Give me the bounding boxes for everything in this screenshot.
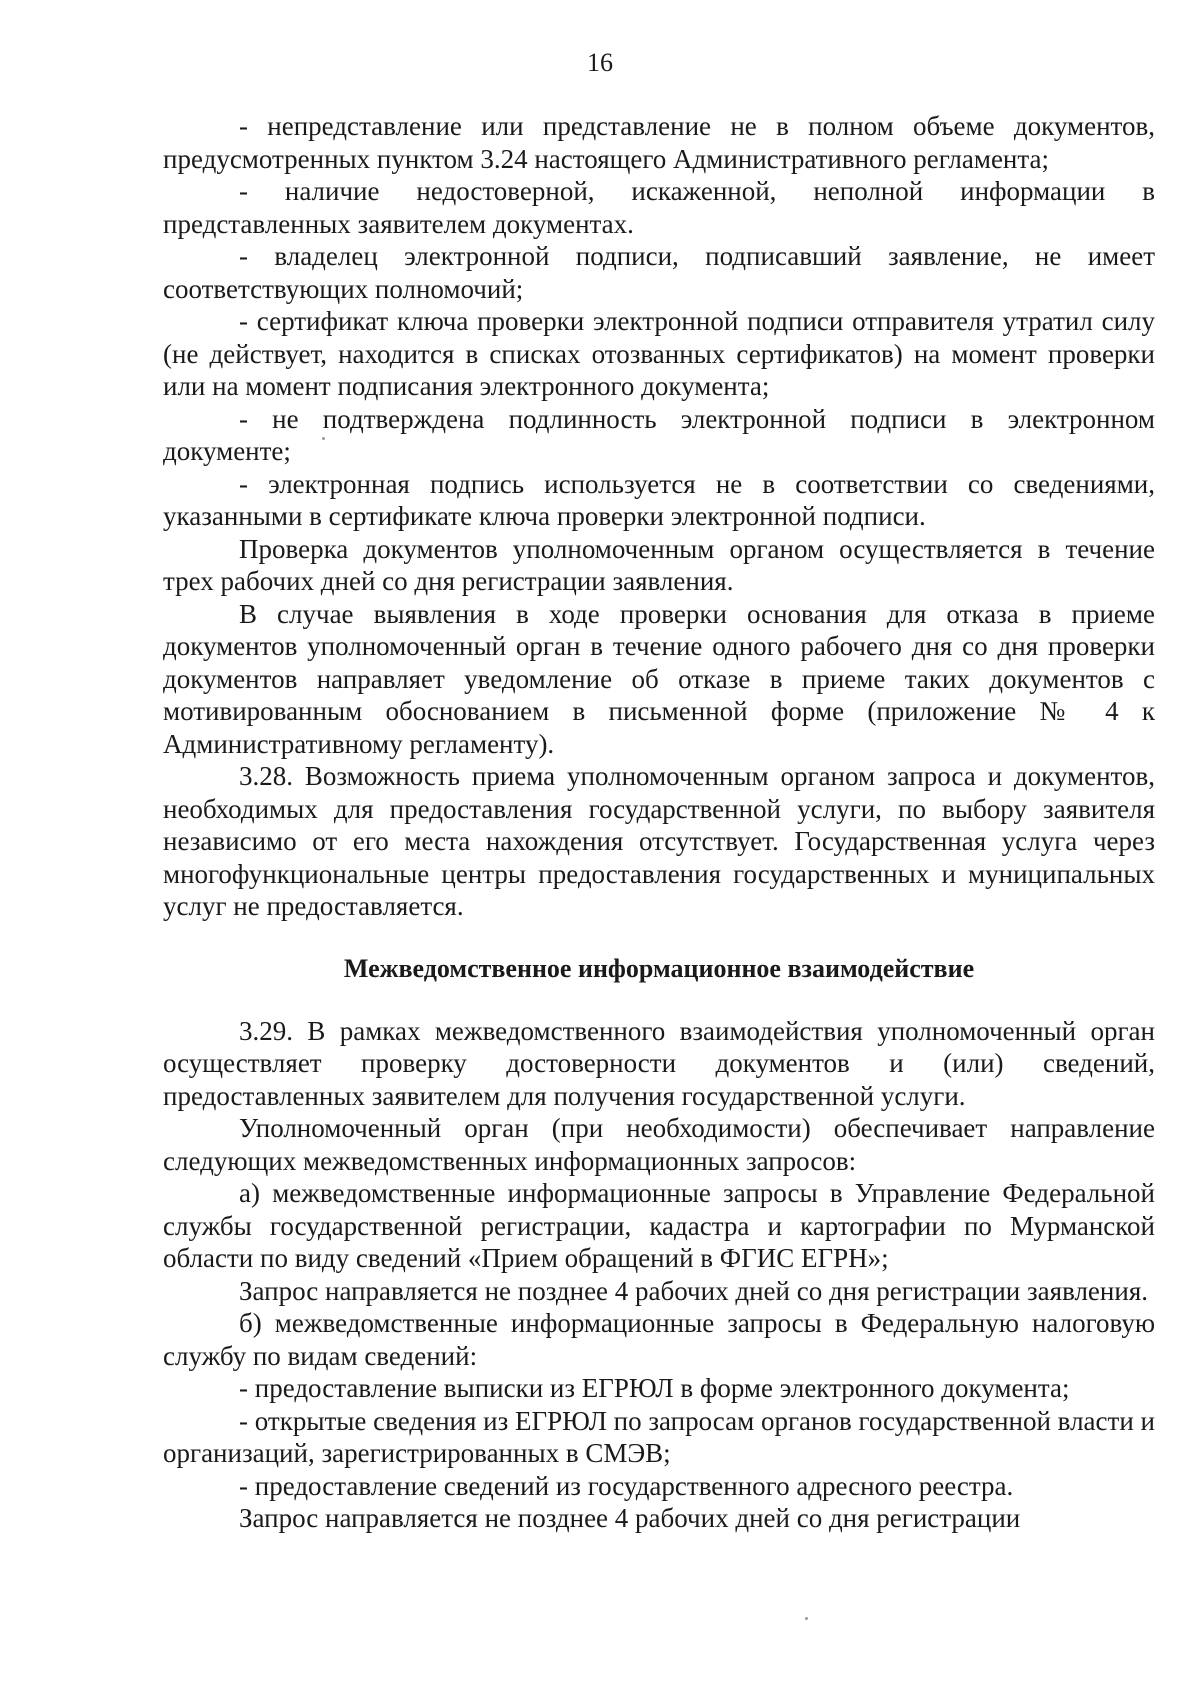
paragraph-clause-3-29: 3.29. В рамках межведомственного взаимодействия уполномоченный орган осуществляет проверку достоверности документов и (или) сведений, предоставленных заявителем для получения государственной услуги. xyxy=(163,1015,1155,1111)
paragraph-refusal-ground-6: - электронная подпись используется не в соответствии со сведениями, указанными в сертификате ключа проверки электронной подписи. xyxy=(163,468,1155,531)
paragraph-request-a-deadline: Запрос направляется не позднее 4 рабочих дней со дня регистрации заявления. xyxy=(239,1275,1148,1306)
paragraph-refusal-ground-1: - непредставление или представление не в полном объеме документов, предусмотренных пунктом 3.24 настоящего Административного регламента; xyxy=(163,111,1155,174)
scan-speck xyxy=(322,437,325,440)
paragraph-request-a: а) межведомственные информационные запросы в Управление Федеральной службы государственной регистрации, кадастра и картографии по Мурманской области по виду сведений «Прием обращений в ФГИС ЕГРН»; xyxy=(163,1178,1155,1273)
section-heading: Межведомственное информационное взаимодействие xyxy=(343,953,975,983)
paragraph-clause-3-28: 3.28. Возможность приема уполномоченным органом запроса и документов, необходимых для предоставления государственной услуги, по выбору заявителя независимо от его места нахождения отсутствует. Государственная услуга через многофункциональные центры предоставления государственных и муниципальных услуг не предоставляется. xyxy=(163,761,1155,921)
paragraph-verification-period: Проверка документов уполномоченным органом осуществляется в течение трех рабочих дней со дня регистрации заявления. xyxy=(163,533,1155,596)
paragraph-requests-intro: Уполномоченный орган (при необходимости) обеспечивает направление следующих межведомственных информационных запросов: xyxy=(163,1113,1155,1176)
list-item-egrul-open-data: - открытые сведения из ЕГРЮЛ по запросам органов государственной власти и организаций, зарегистрированных в СМЭВ; xyxy=(163,1405,1155,1468)
paragraph-refusal-ground-2: - наличие недостоверной, искаженной, неполной информации в представленных заявителем документах. xyxy=(163,176,1155,239)
paragraph-refusal-ground-3: - владелец электронной подписи, подписавший заявление, не имеет соответствующих полномочий; xyxy=(163,241,1155,304)
list-item-address-registry: - предоставление сведений из государственного адресного реестра. xyxy=(239,1470,1014,1501)
paragraph-refusal-ground-5: - не подтверждена подлинность электронной подписи в электронном документе; xyxy=(163,403,1155,466)
document-body xyxy=(163,110,1155,1535)
scan-speck xyxy=(805,1617,808,1620)
page-number: 16 xyxy=(587,48,613,77)
paragraph-refusal-ground-4: - сертификат ключа проверки электронной подписи отправителя утратил силу (не действует, находится в списках отозванных сертификатов) на момент проверки или на момент подписания электронного документа; xyxy=(163,306,1155,401)
list-item-egrul-extract: - предоставление выписки из ЕГРЮЛ в форме электронного документа; xyxy=(239,1373,1070,1403)
paragraph-request-b: б) межведомственные информационные запросы в Федеральную налоговую службу по видам сведений: xyxy=(163,1308,1155,1371)
paragraph-refusal-notice: В случае выявления в ходе проверки основания для отказа в приеме документов уполномоченный орган в течение одного рабочего дня со дня проверки документов направляет уведомление об отказе в приеме таких документов с мотивированным обоснованием в письменной форме (приложение № 4 к Административному регламенту). xyxy=(163,598,1155,759)
paragraph-request-b-deadline: Запрос направляется не позднее 4 рабочих дней со дня регистрации xyxy=(239,1503,1021,1533)
